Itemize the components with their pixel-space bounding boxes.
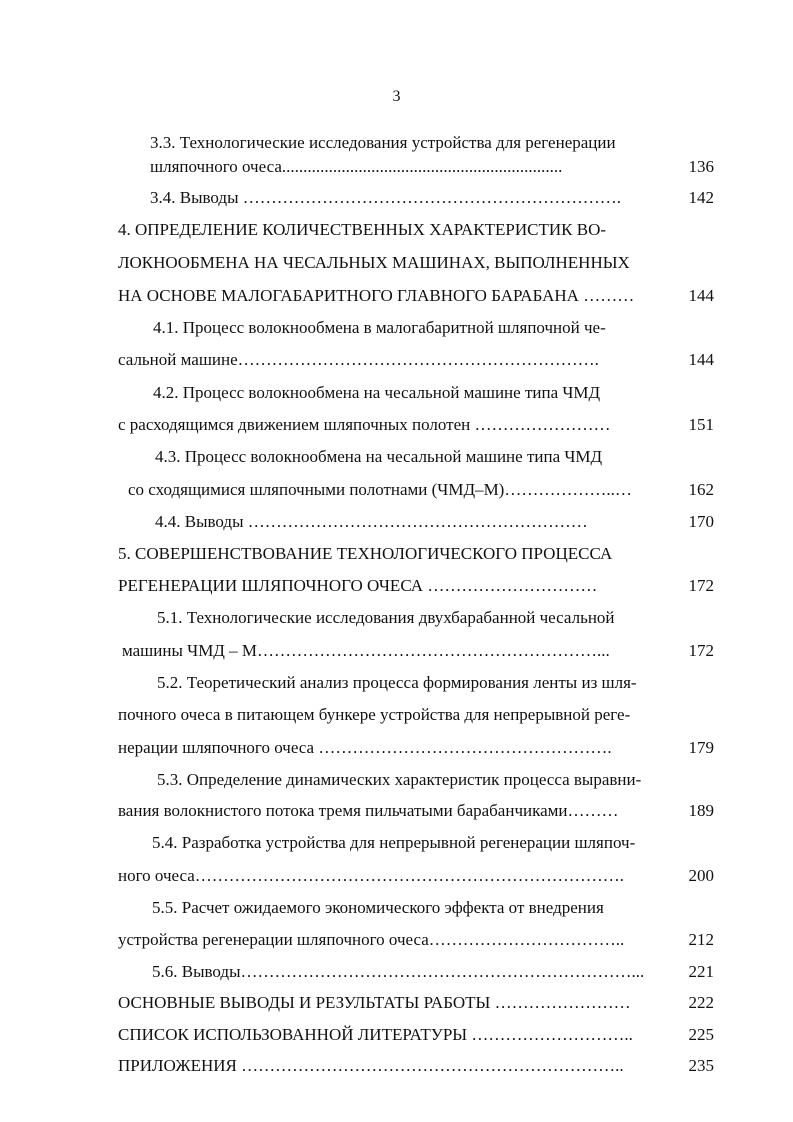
toc-page-number: 222 <box>688 993 714 1012</box>
toc-entry-line: ПРИЛОЖЕНИЯ ………………………………………………………….. <box>118 1056 624 1075</box>
toc-entry-line: 5.6. Выводы……………………………………………………………... <box>152 962 645 981</box>
toc-entry-line: вания волокнистого потока тремя пильчатыми барабанчиками……… <box>118 801 619 820</box>
toc-page-number: 162 <box>688 480 714 499</box>
toc-entry-line: СПИСОК ИСПОЛЬЗОВАННОЙ ЛИТЕРАТУРЫ ……………………….. <box>118 1025 633 1044</box>
toc-entry-line: 4.1. Процесс волокнообмена в малогабаритной шляпочной че- <box>153 318 606 337</box>
toc-entry-line: 4.4. Выводы …………………………………………………… <box>155 512 588 531</box>
toc-page-number: 221 <box>688 962 714 981</box>
toc-page-number: 142 <box>688 188 714 207</box>
toc-entry-line: 4. ОПРЕДЕЛЕНИЕ КОЛИЧЕСТВЕННЫХ ХАРАКТЕРИСТИК ВО- <box>118 220 607 239</box>
page-number: 3 <box>392 88 401 105</box>
toc-page-number: 225 <box>688 1025 714 1044</box>
toc-entry-line: ОСНОВНЫЕ ВЫВОДЫ И РЕЗУЛЬТАТЫ РАБОТЫ …………………… <box>118 993 631 1012</box>
toc-page-number: 151 <box>688 415 714 434</box>
toc-page-number: 212 <box>688 930 714 949</box>
toc-entry-line: 3.3. Технологические исследования устройства для регенерации <box>150 133 616 152</box>
toc-page-number: 235 <box>688 1056 714 1075</box>
toc-entry-line: почного очеса в питающем бункере устройства для непрерывной реге- <box>118 705 631 724</box>
toc-entry-line: РЕГЕНЕРАЦИИ ШЛЯПОЧНОГО ОЧЕСА ………………………… <box>118 576 598 595</box>
toc-page-number: 144 <box>688 286 714 305</box>
toc-entry-line: машины ЧМД – М……………………………………………………... <box>122 641 610 660</box>
toc-page-number: 189 <box>688 801 714 820</box>
toc-entry-line: НА ОСНОВЕ МАЛОГАБАРИТНОГО ГЛАВНОГО БАРАБАНА ……… <box>118 286 635 305</box>
toc-entry-line: 5.5. Расчет ожидаемого экономического эффекта от внедрения <box>152 898 604 917</box>
toc-entry-line: ного очеса…………………………………………………………………. <box>118 866 625 885</box>
toc-entry-line: 4.2. Процесс волокнообмена на чесальной машине типа ЧМД <box>153 383 601 402</box>
toc-page-number: 200 <box>688 866 714 885</box>
toc-entry-line: 5.1. Технологические исследования двухбарабанной чесальной <box>157 608 615 627</box>
toc-page-number: 170 <box>688 512 714 531</box>
toc-entry-line: ЛОКНООБМЕНА НА ЧЕСАЛЬНЫХ МАШИНАХ, ВЫПОЛНЕННЫХ <box>118 253 630 272</box>
toc-entry-line: 5.3. Определение динамических характеристик процесса выравни- <box>157 770 642 789</box>
toc-entry-line: 5.2. Теоретический анализ процесса формирования ленты из шля- <box>157 673 637 692</box>
toc-entry-line: со сходящимися шляпочными полотнами (ЧМД–М)………………..… <box>128 480 632 499</box>
toc-entry-line: с расходящимся движением шляпочных полотен …………………… <box>118 415 611 434</box>
toc-page-number: 136 <box>688 157 714 176</box>
toc-page-number: 172 <box>688 641 714 660</box>
toc-page-number: 144 <box>688 350 714 369</box>
toc-entry-line: устройства регенерации шляпочного очеса…………………………….. <box>118 930 625 949</box>
toc-entry-line: шляпочного очеса.................................................................. <box>150 157 563 176</box>
toc-entry-line: 5. СОВЕРШЕНСТВОВАНИЕ ТЕХНОЛОГИЧЕСКОГО ПРОЦЕССА <box>118 544 613 563</box>
toc-entry-line: 5.4. Разработка устройства для непрерывной регенерации шляпоч- <box>152 833 636 852</box>
toc-entry-line: 4.3. Процесс волокнообмена на чесальной машине типа ЧМД <box>155 447 603 466</box>
toc-entry-line: 3.4. Выводы …………………………………………………………. <box>150 188 622 207</box>
toc-page-number: 179 <box>688 738 714 757</box>
toc-entry-line: сальной машине………………………………………………………. <box>118 350 599 369</box>
toc-entry-line: нерации шляпочного очеса ……………………………………………. <box>118 738 612 757</box>
toc-page-number: 172 <box>688 576 714 595</box>
